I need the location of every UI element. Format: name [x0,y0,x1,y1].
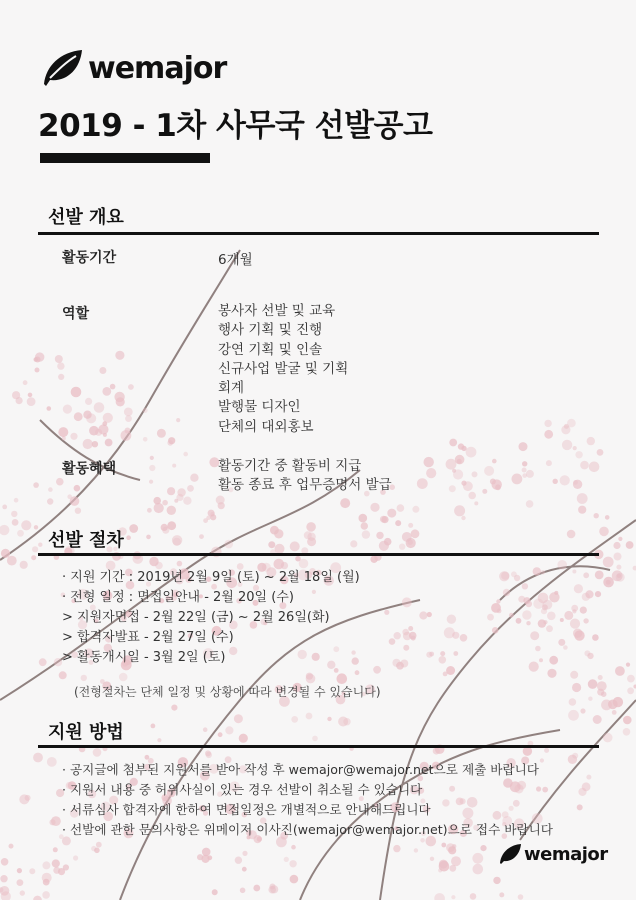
benefit-list [218,457,392,496]
list-item: 강연 기획 및 인솔 [218,341,323,358]
list-item: · 공지글에 첨부된 지원서를 받아 작성 후 wemajor@wemajor.net으로 제출 바랍니다 [62,762,539,777]
list-item: 회계 [218,380,245,397]
brand-logo-text: wemajor [88,50,227,86]
process-line: > 지원자면접 - 2월 22일 (금) ~ 2월 26일(화) [62,610,330,625]
process-divider [38,553,599,556]
period-value: 6개월 [218,252,253,268]
brand-logo-small [498,843,608,865]
role-list [218,302,348,437]
process-line: · 전형 일정 : 면접일안내 - 2월 20일 (수) [62,590,294,605]
list-item: · 서류심사 합격자에 한하여 면접일정은 개별적으로 안내해드립니다 [62,802,431,817]
list-item: 단체의 대외홍보 [218,418,314,435]
role-label: 역할 [62,306,90,322]
benefit-label: 활동혜택 [62,461,117,477]
brand-logo-text: wemajor [524,843,608,865]
list-item: 봉사자 선발 및 교육 [218,303,336,319]
title-underline [40,153,210,163]
overview-heading: 선발 개요 [48,207,124,228]
list-item: · 지원서 내용 중 허위사실이 있는 경우 선발이 취소될 수 있습니다 [62,782,423,797]
period-label: 활동기간 [62,250,117,266]
apply-list [62,760,553,840]
process-line: > 합격자발표 - 2월 27일 (수) [62,630,234,645]
process-line: > 활동개시일 - 3월 2일 (토) [62,650,226,665]
process-heading: 선발 절차 [48,530,124,551]
brand-logo [40,48,226,88]
list-item: 활동 종료 후 업무증명서 발급 [218,477,392,494]
list-item: 행사 기획 및 진행 [218,322,323,339]
process-note: (전형절차는 단체 일정 및 상황에 따라 변경될 수 있습니다) [74,685,381,699]
apply-divider [38,745,599,748]
page-title: 2019 - 1차 사무국 선발공고 [38,108,433,144]
list-item: 활동기간 중 활동비 지급 [218,458,362,474]
process-line: · 지원 기간 : 2019년 2월 9일 (토) ~ 2월 18일 (월) [62,570,360,585]
leaf-icon [498,843,522,865]
apply-heading: 지원 방법 [48,722,124,743]
list-item: · 선발에 관한 문의사항은 위메이저 이사진(wemajor@wemajor.net)으로 접수 바랍니다 [62,822,553,837]
list-item: 발행물 디자인 [218,399,301,416]
list-item: 신규사업 발굴 및 기획 [218,360,349,377]
leaf-icon [40,48,84,88]
overview-divider [38,232,599,235]
